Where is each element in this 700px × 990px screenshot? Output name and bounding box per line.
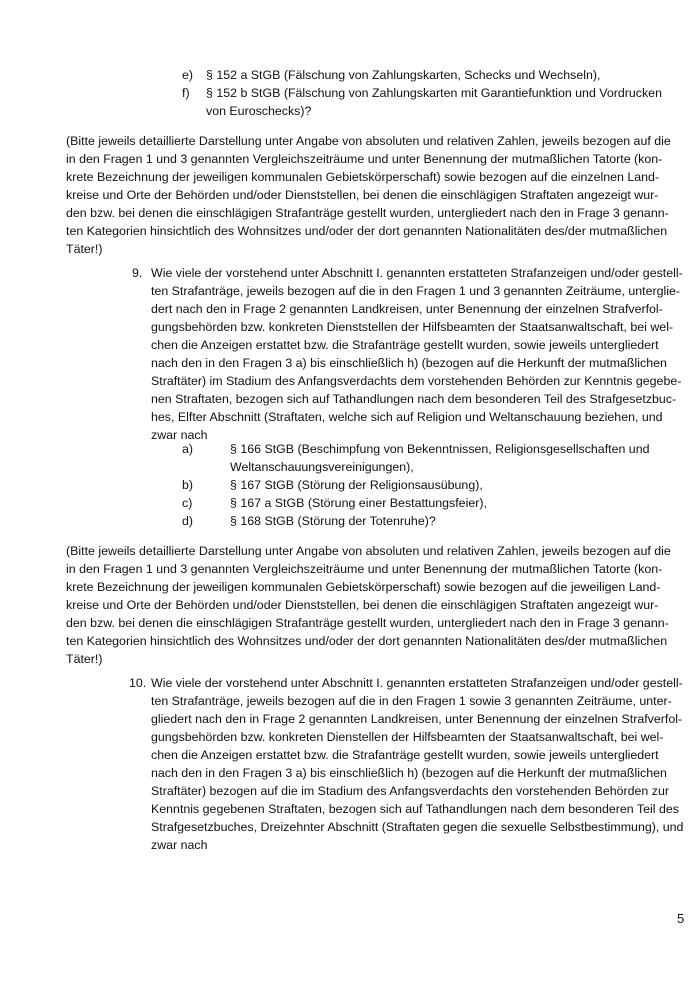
question-text-line: zwar nach bbox=[151, 838, 208, 852]
note-paragraph-line: den bzw. bei denen die einschlägigen Strafanträge gestellt wurden, untergliedert nach den in Frage 3 genann- bbox=[66, 616, 669, 630]
question-text-line: nen Straftaten, bezogen sich auf Tathandlungen nach dem besonderen Teil des Strafgesetzbuc- bbox=[151, 392, 677, 406]
list-item-text: § 152 a StGB (Fälschung von Zahlungskarten, Schecks und Wechseln), bbox=[206, 68, 601, 82]
note-paragraph-line: (Bitte jeweils detaillierte Darstellung unter Angabe von absoluten und relativen Zahlen, jeweils bezogen auf die bbox=[66, 544, 671, 558]
question-text-line: hes, Elfter Abschnitt (Straftaten, welche sich auf Religion und Weltanschauung beziehen, und bbox=[151, 410, 663, 424]
note-paragraph-line: Täter!) bbox=[66, 242, 103, 256]
question-text-line: Wie viele der vorstehend unter Abschnitt I. genannten erstatteten Strafanzeigen und/oder gestell- bbox=[151, 676, 683, 690]
question-text-line: Straftäter) im Stadium des Anfangsverdachts dem vorstehenden Behörden zur Kenntnis gegebe- bbox=[151, 374, 682, 388]
question-text-line: gungsbehörden bzw. konkreten Dienststellen der Hilfsbeamten der Staatsanwaltschaft, bei wel- bbox=[151, 320, 674, 334]
list-item-label: b) bbox=[182, 478, 194, 492]
list-item-label: e) bbox=[182, 68, 194, 82]
question-text-line: gliedert nach den in Frage 2 genannten Landkreisen, unter Benennung der einzelnen Strafverfol- bbox=[151, 712, 683, 726]
note-paragraph-line: krete Bezeichnung der jeweiligen kommunalen Gebietskörperschaft) sowie bezogen auf die einzelnen Land- bbox=[66, 170, 660, 184]
question-text-line: ten Strafanträge, jeweils bezogen auf die in den Fragen 1 sowie 3 genannten Zeiträume, unter- bbox=[151, 694, 672, 708]
note-paragraph-line: in den Fragen 1 und 3 genannten Vergleichszeiträume und unter Benennung der mutmaßlichen Tatorte (kon- bbox=[66, 562, 663, 576]
note-paragraph-line: kreise und Orte der Behörden und/oder Dienststellen, bei denen die einschlägigen Straftaten angezeigt wur- bbox=[66, 188, 659, 202]
list-item-label: c) bbox=[182, 496, 193, 510]
question-number: 10. bbox=[129, 676, 147, 690]
note-paragraph-line: den bzw. bei denen die einschlägigen Strafanträge gestellt wurden, untergliedert nach den in Frage 3 genann- bbox=[66, 206, 669, 220]
note-paragraph-line: (Bitte jeweils detaillierte Darstellung unter Angabe von absoluten und relativen Zahlen, jeweils bezogen auf die bbox=[66, 134, 671, 148]
question-text-line: Strafgesetzbuches, Dreizehnter Abschnitt (Straftaten gegen die sexuelle Selbstbestimmung), und bbox=[151, 820, 684, 834]
question-text-line: dert nach den in Frage 2 genannten Landkreisen, unter Benennung der einzelnen Strafverfol- bbox=[151, 302, 663, 316]
list-item-text: § 166 StGB (Beschimpfung von Bekenntnissen, Religionsgesellschaften und bbox=[230, 442, 650, 456]
question-text-line: chen die Anzeigen erstattet bzw. die Strafanträge gestellt wurden, sowie jeweils untergliedert bbox=[151, 338, 659, 352]
page-number: 5 bbox=[677, 911, 685, 926]
note-paragraph-line: ten Kategorien hinsichtlich des Wohnsitzes und/oder der dort genannten Nationalitäten des/der mutmaßlichen bbox=[66, 634, 668, 648]
question-text-line: Wie viele der vorstehend unter Abschnitt I. genannten erstatteten Strafanzeigen und/oder gestell- bbox=[151, 266, 683, 280]
list-item-label: f) bbox=[182, 86, 190, 100]
list-item-text: von Euroschecks)? bbox=[206, 104, 312, 118]
note-paragraph-line: Täter!) bbox=[66, 652, 103, 666]
list-item-label: d) bbox=[182, 514, 194, 528]
question-text-line: Straftäter) bezogen auf die im Stadium des Anfangsverdachts den vorstehenden Behörden zur bbox=[151, 784, 669, 798]
question-text-line: nach den in den Fragen 3 a) bis einschließlich h) (bezogen auf die Herkunft der mutmaßlichen bbox=[151, 766, 667, 780]
note-paragraph-line: krete Bezeichnung der jeweiligen kommunalen Gebietskörperschaft) sowie bezogen auf die jeweiligen Land- bbox=[66, 580, 661, 594]
question-text-line: zwar nach bbox=[151, 428, 208, 442]
list-item-text: § 167 a StGB (Störung einer Bestattungsfeier), bbox=[230, 496, 487, 510]
question-text-line: chen die Anzeigen erstattet bzw. die Strafanträge gestellt wurden, sowie jeweils untergliedert bbox=[151, 748, 659, 762]
list-item-text: Weltanschauungsvereinigungen), bbox=[230, 460, 414, 474]
question-text-line: ten Strafanträge, jeweils bezogen auf die in den Fragen 1 und 3 genannten Zeiträume, unterglie- bbox=[151, 284, 681, 298]
question-text-line: nach den in den Fragen 3 a) bis einschließlich h) (bezogen auf die Herkunft der mutmaßlichen bbox=[151, 356, 667, 370]
question-number: 9. bbox=[132, 266, 143, 280]
question-text-line: gungsbehörden bzw. konkreten Dienstellen der Hilfsbeamten der Staatsanwaltschaft, bei wel- bbox=[151, 730, 664, 744]
list-item-text: § 168 StGB (Störung der Totenruhe)? bbox=[230, 514, 436, 528]
question-text-line: Kenntnis gegebenen Straftaten, bezogen sich auf Tathandlungen nach dem besonderen Teil des bbox=[151, 802, 679, 816]
list-item-text: § 152 b StGB (Fälschung von Zahlungskarten mit Garantiefunktion und Vordrucken bbox=[206, 86, 662, 100]
list-item-label: a) bbox=[182, 442, 194, 456]
note-paragraph-line: ten Kategorien hinsichtlich des Wohnsitzes und/oder der dort genannten Nationalitäten des/der mutmaßlichen bbox=[66, 224, 668, 238]
note-paragraph-line: kreise und Orte der Behörden und/oder Dienststellen, bei denen die einschlägigen Straftaten angezeigt wur- bbox=[66, 598, 659, 612]
note-paragraph-line: in den Fragen 1 und 3 genannten Vergleichszeiträume und unter Benennung der mutmaßlichen Tatorte (kon- bbox=[66, 152, 663, 166]
list-item-text: § 167 StGB (Störung der Religionsausübung), bbox=[230, 478, 483, 492]
